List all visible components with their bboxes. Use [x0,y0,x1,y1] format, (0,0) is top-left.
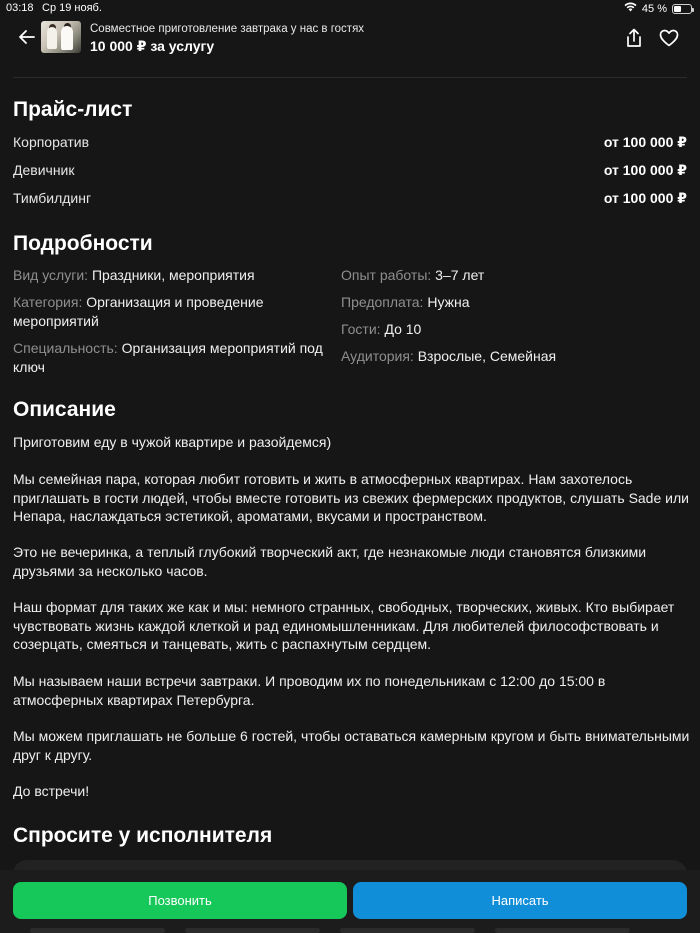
detail-value: Нужна [427,294,470,310]
detail-label: Предоплата: [341,294,424,310]
status-time: 03:18 [6,2,34,14]
header-divider [13,77,687,78]
description-paragraph: Приготовим еду в чужой квартире и разойдемся) [13,434,332,450]
description-paragraph: Наш формат для таких же как и мы: немного странных, свободных, творческих, живых. Кто выбирает чувствовать жизнь каждой клеткой и рад единомышленникам. Для любителей философствовать и созерцать, смеяться и танцевать, жить с распахнутым сердцем. [13,599,675,652]
header-price: 10 000 ₽ за услугу [90,38,215,54]
share-button[interactable] [622,26,646,50]
description-paragraph: Это не вечеринка, а теплый глубокий творческий акт, где незнакомые люди становятся близкими друзьями за несколько часов. [13,544,647,579]
detail-value: Праздники, мероприятия [91,267,255,283]
price-row [13,162,687,182]
description-paragraph: Мы семейная пара, которая любит готовить и жить в атмосферных квартирах. Нам захотелось приглашать в гости людей, чтобы вместе готовить из свежих фермерских продуктов, слушать Sade или Непара, наслаждаться эстетикой, ароматами, вкусами и пространством. [13,471,689,524]
share-icon [625,28,643,48]
wifi-icon [624,2,637,15]
price-item-value: от 100 000 ₽ [603,134,687,150]
header-title: Совместное приготовление завтрака у нас в гостях [90,23,365,35]
favorite-button[interactable] [657,26,681,50]
detail-category [13,293,303,331]
detail-value: Организация мероприятий под ключ [13,340,323,375]
price-item-value: от 100 000 ₽ [603,162,687,178]
detail-prepayment [341,293,681,312]
detail-audience [341,347,681,366]
status-right [624,2,692,15]
detail-value: 3–7 лет [435,267,485,283]
price-item-name: Тимбилдинг [13,190,92,206]
detail-value: Взрослые, Семейная [417,348,557,364]
detail-label: Гости: [341,321,381,337]
price-item-value: от 100 000 ₽ [603,190,687,206]
detail-label: Аудитория: [341,348,414,364]
detail-specialty [13,339,331,377]
top-bar [0,18,700,58]
detail-label: Специальность: [13,340,118,356]
call-button[interactable]: Позвонить [13,882,347,919]
arrow-left-icon [18,29,36,45]
status-bar [0,0,700,18]
detail-value: Организация и проведение мероприятий [13,294,264,329]
battery-percent: 45 % [641,2,667,15]
detail-experience [341,266,681,285]
detail-label: Опыт работы: [341,267,432,283]
write-button[interactable]: Написать [353,882,687,919]
price-row [13,134,687,154]
price-item-name: Девичник [13,162,75,178]
price-item-name: Корпоратив [13,134,90,150]
detail-label: Категория: [13,294,83,310]
description-title: Описание [13,398,116,421]
description-paragraph: Мы называем наши встречи завтраки. И проводим их по понедельникам с 12:00 до 15:00 в атмосферных квартирах Петербурга. [13,673,606,708]
status-date: Ср 19 нояб. [42,2,102,14]
detail-guests [341,320,681,339]
details-title: Подробности [13,232,153,255]
heart-icon [659,29,679,47]
price-row [13,190,687,210]
description-paragraph: До встречи! [13,783,90,799]
ask-title: Спросите у исполнителя [13,824,273,847]
service-thumbnail[interactable] [41,21,81,53]
battery-icon [672,4,692,14]
back-button[interactable] [16,26,38,48]
detail-service-type [13,266,331,285]
detail-value: До 10 [384,321,422,337]
detail-label: Вид услуги: [13,267,89,283]
description-paragraph: Мы можем приглашать не больше 6 гостей, чтобы оставаться камерным кругом и быть внимательными друг к другу. [13,728,690,763]
pricelist-title: Прайс-лист [13,98,133,121]
